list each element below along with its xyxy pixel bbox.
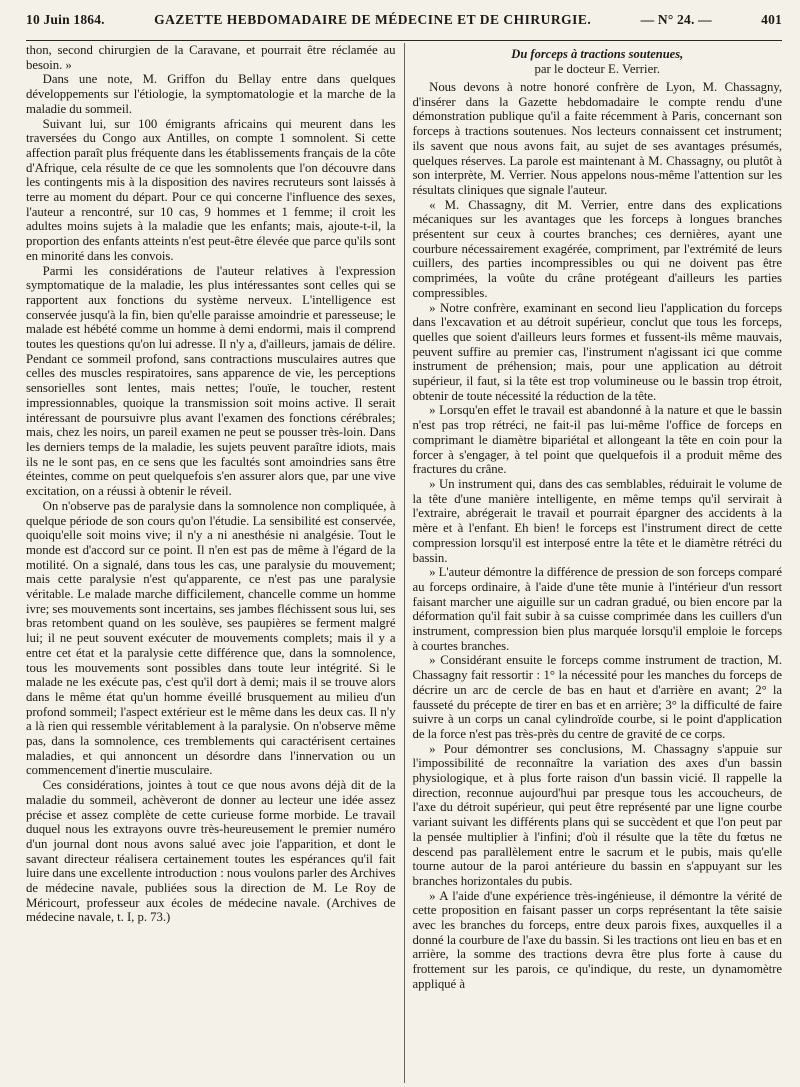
paragraph: » A l'aide d'une expérience très-ingénieuse, il démontre la vérité de cette proposition en faisant passer un corps représentant la tête saisie avec les branches du forceps, entre deux parois fixes, auxquelles il a donné la courbure de l'axe du bassin. Si les tractions ont lieu en bas et en arrière, la somme des tractions devra être plus forte à cause du frottement sur les parois, ce qu'indique, du reste, un dynamomètre appliqué à [412, 888, 782, 991]
header-title: GAZETTE HEBDOMADAIRE DE MÉDECINE ET DE CHIRURGIE. [154, 12, 592, 27]
article-title: Du forceps à tractions soutenues, [511, 47, 684, 61]
columns [26, 43, 782, 1083]
paragraph: On n'observe pas de paralysie dans la somnolence non compliquée, à quelque période de son cours qu'on l'étudie. La sensibilité est conservée, quoiqu'elle soit moins vive; il n'y a ni anesthésie ni analgésie. Tout le monde est d'accord sur ce point. Il n'en est pas de même à l'égard de la motilité. On a signalé, dans tous les cas, une paralysie du mouvement; mais cette paralysie n'est qu'apparente, ce n'est pas une paralysie véritable. Le malade marche difficilement, chancelle comme un homme ivre; ses mouvements sont incertains, ses jambes fléchissent sous lui, ses bras retombent quand on les soulève, ses paupières se ferment malgré lui; il ne peut souvent exécuter de mouvements complets; mais il y a entre cet état et la paralysie cette différence que, dans la somnolence, tous les mouvements sont possibles dans toute leur intégrité. Si le malade ne les exécute pas, c'est qu'il dort à demi; mais il se trouve alors dans le même état qu'un homme éveillé brusquement au milieu d'un profond sommeil; l'aspect extérieur est le même dans les deux cas. Il n'y a là rien qui ressemble véritablement à la paralysie. On n'observe même pas, dans la somnolence, ces tremblements qui caractérisent certaines maladies, et qui annoncent un désordre dans l'innervation ou un commencement d'inertie musculaire. [26, 498, 396, 778]
paragraph: » L'auteur démontre la différence de pression de son forceps comparé au forceps ordinaire, à l'aide d'une tête munie à l'intérieur d'un ressort faisant marcher une aiguille sur un cadran gradué, ou bien encore par la déformation qu'il fait subir à sa cuisse comprimée dans les cuillers d'un instrument, compression bien plus marquée lorsqu'il emploie le forceps à courtes branches. [412, 565, 782, 653]
page-header [26, 0, 782, 41]
article-byline: par le docteur E. Verrier. [534, 62, 661, 76]
paragraph: thon, second chirurgien de la Caravane, et pourrait être réclamée au besoin. » [26, 43, 396, 72]
header-date: 10 Juin 1864. [26, 12, 105, 27]
paragraph: Ces considérations, jointes à tout ce que nous avons déjà dit de la maladie du sommeil, achèveront de donner au lecteur une idée assez précise et assez complète de cette curieuse forme morbide. Le travail duquel nous les extrayons ouvre très-heureusement le premier numéro d'un journal dont nous avons salué avec joie l'apparition, et dont le savant directeur réalisera certainement toutes les espérances qu'il fait luire dans une excellente introduction : nous voulons parler des Archives de médecine navale, publiées sous la direction de M. Le Roy de Méricourt, professeur aux écoles de médecine navale. (Archives de médecine navale, t. I, p. 73.) [26, 778, 396, 925]
paragraph: » Un instrument qui, dans des cas semblables, réduirait le volume de la tête d'une manière intelligente, en même temps qu'il servirait à l'extraire, abrégerait le travail et pourrait épargner des accidents à la mère et à l'enfant. Eh bien! le forceps est l'instrument direct de cette compression lorsqu'il est interposé entre la tête et le diamètre rétréci du bassin. [412, 476, 782, 565]
paragraph: » Lorsqu'en effet le travail est abandonné à la nature et que le bassin n'est pas trop rétréci, ne fait-il pas lui-même l'office de forceps en comprimant le diamètre bipariétal et allongeant la tête en coin pour la forcer à s'engager, à tel point que quelquefois il a produit même des fractures du crâne. [412, 403, 782, 477]
paragraph: » Pour démontrer ses conclusions, M. Chassagny s'appuie sur l'impossibilité de reconnaître la variation des axes d'un bassin physiologique, et à plus forte raison d'un bassin vicié. Il rappelle la direction, reconnue aujourd'hui par presque tous les accoucheurs, de l'axe du détroit supérieur, qui peut être représenté par une ligne courbe variant suivant les différents plans qui se succèdent et que l'on peut par la pensée multiplier à l'infini; d'où il résulte que la tête du fœtus ne descend pas parallèlement entre le sacrum et le pubis, mais qu'elle tourne autour de la paroi antérieure du bassin en s'appuyant sur les branches horizontales du pubis. [412, 741, 782, 888]
left-column [26, 43, 404, 1083]
header-issue: — N° 24. — [640, 12, 712, 27]
paragraph: » Considérant ensuite le forceps comme instrument de traction, M. Chassagny fait ressortir : 1° la nécessité pour les manches du forceps de décrire un arc de cercle de bas en haut et d'arrière en avant; 2° la fausseté du précepte de tirer en bas et en arrière; 3° la difficulté de faire suivre à un corps un canal cylindroïde courbe, si le point d'application de la force n'est pas très-près du centre de gravité de ce corps. [412, 653, 782, 741]
header-page-number: 401 [761, 12, 782, 27]
paragraph: « M. Chassagny, dit M. Verrier, entre dans des explications mécaniques sur les avantages que les forceps à longues branches présentent sur ceux à courtes branches; ces dernières, ayant une courbure nécessairement exagérée, compriment, par l'extrémité de leurs cuillers, des parties incompressibles ou qui ne doivent pas être comprimées, la voûte du crâne protégeant d'ailleurs les parties compressibles. [412, 197, 782, 300]
paragraph: Parmi les considérations de l'auteur relatives à l'expression symptomatique de la maladie, les plus intéressantes sont celles qui se rapportent aux fonctions du système nerveux. L'intelligence est conservée jusqu'à la fin, bien qu'elle paraisse amoindrie et paresseuse; le malade est hébété comme un homme à demi endormi, mais il comprend toutes les questions qu'on lui adresse. Il n'y a, d'ailleurs, jamais de délire. Pendant ce sommeil profond, sans contractions musculaires autres que celles des muscles respiratoires, sans apparence de vie, les perceptions sensorielles sont lentes, mais nettes; l'ouïe, le toucher, restent impressionnables, quoique la transmission soit moins active. Il serait intéressant de poursuivre plus avant l'examen des fonctions cérébrales; mais, chez les noirs, un pareil examen ne peut se pousser très-loin. Dans les derniers temps de la maladie, les sujets peuvent paraître idiots, mais ils ne le sont pas, en ce sens que les facultés sont amoindries sans être éteintes, comme on peut quelquefois s'en assurer alors que, par une vive excitation, on a réussi à obtenir le réveil. [26, 263, 396, 499]
paragraph: » Notre confrère, examinant en second lieu l'application du forceps dans l'excavation et au détroit supérieur, conclut que tous les forceps, quelles que soient d'ailleurs leurs formes et fussent-ils même mauvais, peuvent suffire au premier cas, l'instrument n'agissant ici que comme instrument de préhension; mais, pour une application au détroit supérieur, il faut, si la tête est trop volumineuse ou le bassin trop étroit, obtenir de toute nécessité la réduction de la tête. [412, 300, 782, 403]
paragraph: Nous devons à notre honoré confrère de Lyon, M. Chassagny, d'insérer dans la Gazette hebdomadaire le compte rendu d'une démonstration publique qu'il a faite récemment à Paris, concernant son forceps à tractions soutenues. Nos lecteurs connaissent cet instrument; ils savent que nous avons fait, au sujet de ses avantages présumés, quelques réserves. La parole est maintenant à M. Chassagny, ou plutôt à son interprète, M. Verrier. Nous appelons nous-même l'attention sur les résultats cliniques que signale l'auteur. [412, 80, 782, 197]
paragraph: Suivant lui, sur 100 émigrants africains qui meurent dans les traversées du Congo aux Antilles, on compte 1 somnolent. Si cette affection paraît plus fréquente dans les établissements français de la côte d'Afrique, cela résulte de ce que les somnolents que l'on découvre dans les contingents mis à la disposition des navires recruteurs sont laissés à terre au moment du départ. Pour ce qui concerne l'influence des sexes, l'auteur a rencontré, sur 10 cas, 9 hommes et 1 femme; il croit les adultes moins sujets à la maladie que les enfants; mais, ajoute-t-il, la proportion des enfants atteints n'est peut-être élevée que parce qu'ils sont en minorité dans les convois. [26, 116, 396, 263]
right-column [404, 43, 783, 1083]
paragraph: Dans une note, M. Griffon du Bellay entre dans quelques développements sur l'étiologie, la symptomatologie et la marche de la maladie du sommeil. [26, 72, 396, 116]
